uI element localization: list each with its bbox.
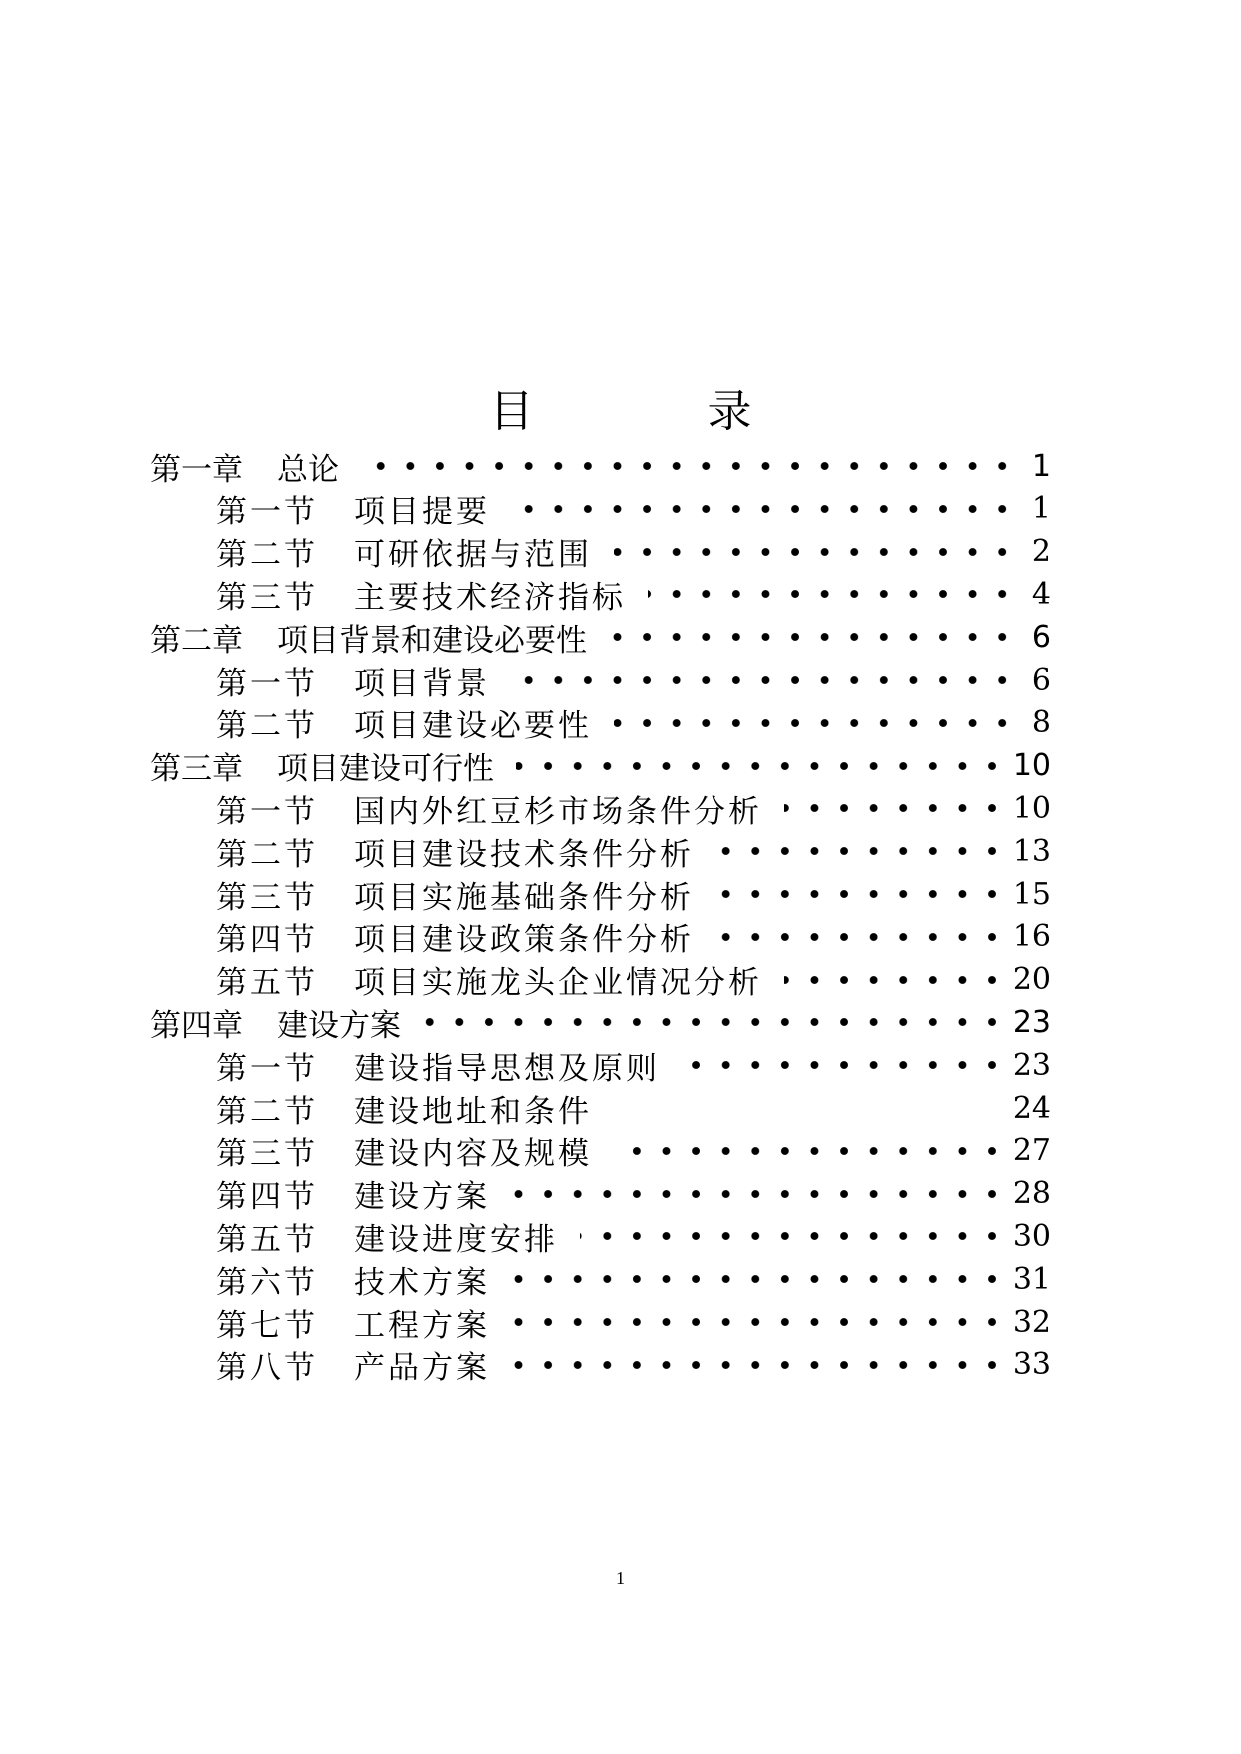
dot-leader	[614, 1131, 1007, 1171]
entry-number: 第五节	[216, 1221, 318, 1258]
entry-number: 第一节	[216, 793, 318, 830]
toc-chapter-entry[interactable]	[150, 1002, 1051, 1042]
dot-leader	[361, 446, 1017, 486]
entry-page-number: 16	[1012, 919, 1051, 955]
toc-section-entry[interactable]	[216, 660, 1051, 700]
entry-number: 第八节	[216, 1350, 318, 1387]
entry-page-number: 31	[1012, 1261, 1051, 1297]
entry-number: 第四章	[150, 1007, 243, 1044]
entry-title: 项目实施基础条件分析	[354, 879, 694, 916]
dot-leader	[512, 1259, 1007, 1299]
entry-page-number: 2	[1031, 534, 1051, 570]
entry-number: 第四节	[216, 922, 318, 959]
toc-section-entry[interactable]	[216, 960, 1051, 1000]
entry-title: 项目建设必要性	[354, 708, 592, 745]
entry-page-number: 23	[1012, 1047, 1051, 1083]
dot-leader	[512, 1302, 1007, 1342]
dot-leader	[784, 960, 1007, 1000]
entry-title: 建设内容及规模	[354, 1136, 592, 1173]
entry-title: 国内外红豆杉市场条件分析	[354, 793, 762, 830]
dot-leader	[614, 1088, 1007, 1128]
entry-title: 项目背景	[354, 665, 490, 702]
entry-title: 建设方案	[354, 1179, 490, 1216]
dot-leader	[648, 574, 1017, 614]
entry-page-number: 20	[1012, 962, 1051, 998]
dot-leader	[580, 1216, 1007, 1256]
dot-leader	[716, 831, 1007, 871]
entry-title: 项目建设可行性	[277, 751, 494, 788]
entry-title: 项目背景和建设必要性	[277, 622, 587, 659]
entry-title: 产品方案	[354, 1350, 490, 1387]
entry-number: 第一节	[216, 665, 318, 702]
toc-section-entry[interactable]	[216, 703, 1051, 743]
dot-leader	[512, 1345, 1007, 1385]
entry-title: 主要技术经济指标	[354, 579, 626, 616]
entry-number: 第二章	[150, 622, 243, 659]
dot-leader	[682, 1045, 1007, 1085]
dot-leader	[512, 489, 1017, 529]
entry-number: 第三节	[216, 579, 318, 616]
entry-page-number: 28	[1012, 1176, 1051, 1212]
toc-section-entry[interactable]	[216, 574, 1051, 614]
dot-leader	[516, 746, 1007, 786]
dot-leader	[784, 788, 1007, 828]
entry-number: 第一节	[216, 494, 318, 531]
toc-section-entry[interactable]	[216, 874, 1051, 914]
entry-number: 第三节	[216, 879, 318, 916]
entry-title: 项目实施龙头企业情况分析	[354, 965, 762, 1002]
entry-page-number: 4	[1031, 576, 1051, 612]
toc-chapter-entry[interactable]	[150, 746, 1051, 786]
entry-page-number: 24	[1012, 1090, 1051, 1126]
entry-title: 技术方案	[354, 1264, 490, 1301]
toc-title: 目 录	[489, 386, 832, 437]
toc-section-entry[interactable]	[216, 788, 1051, 828]
entry-number: 第三节	[216, 1136, 318, 1173]
dot-leader	[614, 703, 1017, 743]
entry-number: 第三章	[150, 751, 243, 788]
entry-number: 第一章	[150, 451, 243, 488]
dot-leader	[512, 660, 1017, 700]
entry-page-number: 32	[1012, 1304, 1051, 1340]
entry-page-number: 23	[1012, 1004, 1051, 1040]
entry-number: 第一节	[216, 1050, 318, 1087]
toc-section-entry[interactable]	[216, 1131, 1051, 1171]
entry-title: 建设方案	[277, 1007, 401, 1044]
toc-section-entry[interactable]	[216, 1045, 1051, 1085]
dot-leader	[609, 617, 1017, 657]
entry-page-number: 1	[1031, 448, 1051, 484]
entry-page-number: 15	[1012, 876, 1051, 912]
entry-number: 第二节	[216, 836, 318, 873]
entry-title: 建设地址和条件	[354, 1093, 592, 1130]
entry-title: 总论	[277, 451, 339, 488]
dot-leader	[423, 1002, 1007, 1042]
entry-title: 项目建设政策条件分析	[354, 922, 694, 959]
entry-page-number: 10	[1012, 790, 1051, 826]
entry-title: 建设指导思想及原则	[354, 1050, 660, 1087]
entry-page-number: 27	[1012, 1133, 1051, 1169]
entry-title: 建设进度安排	[354, 1221, 558, 1258]
entry-number: 第二节	[216, 708, 318, 745]
toc-chapter-entry[interactable]	[150, 446, 1051, 486]
entry-number: 第四节	[216, 1179, 318, 1216]
toc-section-entry[interactable]	[216, 1259, 1051, 1299]
entry-page-number: 6	[1031, 662, 1051, 698]
entry-number: 第五节	[216, 965, 318, 1002]
entry-title: 工程方案	[354, 1307, 490, 1344]
entry-page-number: 8	[1031, 705, 1051, 741]
entry-number: 第七节	[216, 1307, 318, 1344]
toc-section-entry[interactable]	[216, 1216, 1051, 1256]
entry-page-number: 6	[1031, 619, 1051, 655]
entry-title: 项目建设技术条件分析	[354, 836, 694, 873]
toc-chapter-entry[interactable]	[150, 617, 1051, 657]
toc-section-entry[interactable]	[216, 532, 1051, 572]
entry-page-number: 1	[1031, 491, 1051, 527]
dot-leader	[716, 917, 1007, 957]
entry-number: 第二节	[216, 537, 318, 574]
toc-section-entry[interactable]	[216, 1088, 1051, 1128]
entry-title: 可研依据与范围	[354, 537, 592, 574]
entry-page-number: 30	[1012, 1218, 1051, 1254]
entry-title: 项目提要	[354, 494, 490, 531]
toc-section-entry[interactable]	[216, 489, 1051, 529]
entry-number: 第六节	[216, 1264, 318, 1301]
dot-leader	[716, 874, 1007, 914]
dot-leader	[512, 1174, 1007, 1214]
dot-leader	[614, 532, 1017, 572]
entry-page-number: 33	[1012, 1347, 1051, 1383]
entry-page-number: 10	[1012, 748, 1051, 784]
footer-page-number: 1	[616, 1568, 625, 1588]
toc-section-entry[interactable]	[216, 1345, 1051, 1385]
toc-section-entry[interactable]	[216, 1174, 1051, 1214]
toc-section-entry[interactable]	[216, 831, 1051, 871]
toc-section-entry[interactable]	[216, 917, 1051, 957]
entry-number: 第二节	[216, 1093, 318, 1130]
entry-page-number: 13	[1012, 833, 1051, 869]
toc-section-entry[interactable]	[216, 1302, 1051, 1342]
